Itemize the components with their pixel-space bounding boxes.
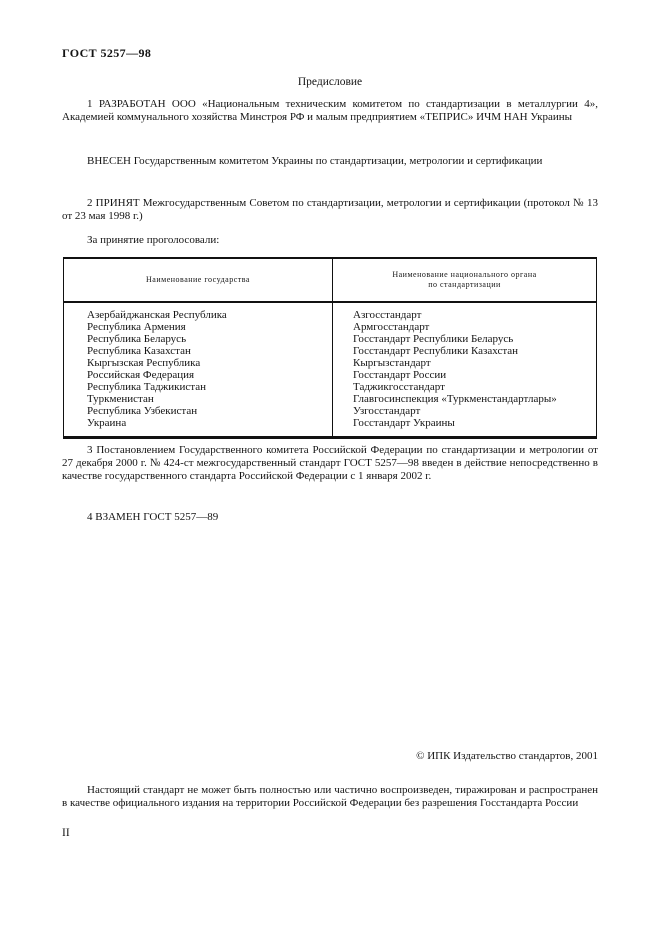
page-number: II: [62, 827, 70, 839]
page-title: Предисловие: [297, 76, 363, 88]
vote-table: [63, 257, 597, 439]
clause-4-replaces: 4 ВЗАМЕН ГОСТ 5257—89: [87, 511, 219, 523]
state-cell: Туркменистан: [64, 393, 333, 405]
org-cell: Кыргызстандарт: [353, 357, 431, 369]
vote-table-header-org-line2: по стандартизации: [428, 280, 501, 289]
vote-table-header-state: [64, 258, 333, 302]
table-row: [64, 302, 597, 321]
table-row: [64, 381, 597, 393]
table-row: [64, 369, 597, 381]
state-cell: Республика Армения: [64, 321, 333, 333]
vote-intro: За принятие проголосовали:: [87, 234, 220, 246]
org-cell: Госстандарт Украины: [353, 417, 455, 429]
org-cell: Госстандарт Республики Казахстан: [353, 345, 519, 357]
org-cell: Таджикгосстандарт: [353, 381, 445, 393]
state-cell: Республика Узбекистан: [64, 405, 333, 417]
state-cell: Кыргызская Республика: [64, 357, 333, 369]
vote-table-header-row: [64, 258, 597, 302]
state-cell: Республика Беларусь: [64, 333, 333, 345]
clause-3-enacted: 3 Постановлением Государственного комитета Российской Федерации по стандартизации и метрологии от 27 декабря 2000 г. № 424-ст межгосударственный стандарт ГОСТ 5257—98 введен в действие непосредственно в качестве государственного стандарта Российской Федерации с 1 января 2002 г.: [62, 444, 598, 482]
clause-submitted: ВНЕСЕН Государственным комитетом Украины по стандартизации, метрологии и сертификации: [87, 155, 543, 167]
state-cell: Азербайджанская Республика: [64, 302, 333, 321]
clause-1-developed: 1 РАЗРАБОТАН ООО «Национальным техническим комитетом по стандартизации в металлургии 4», Академией коммунального хозяйства Минстроя РФ и малым предприятием «ТЕПРИС» ИЧМ НАН Украины: [62, 98, 598, 123]
state-cell: Республика Таджикистан: [64, 381, 333, 393]
org-cell: Госстандарт Республики Беларусь: [353, 333, 514, 345]
table-row: [64, 357, 597, 369]
clause-2-adopted: 2 ПРИНЯТ Межгосударственным Советом по стандартизации, метрологии и сертификации (протокол № 13 от 23 мая 1998 г.): [62, 197, 598, 222]
table-row: [64, 321, 597, 333]
table-row: [64, 405, 597, 417]
vote-table-header-state-label: Наименование государства: [146, 275, 250, 284]
org-cell: Узгосстандарт: [353, 405, 421, 417]
org-cell: Армгосстандарт: [353, 321, 430, 333]
copyright-notice: © ИПК Издательство стандартов, 2001: [416, 750, 598, 762]
table-row: [64, 333, 597, 345]
org-cell: Азгосстандарт: [353, 309, 422, 321]
table-row: [64, 417, 597, 438]
standard-code: ГОСТ 5257—98: [62, 46, 152, 60]
vote-table-header-org: [333, 258, 597, 302]
org-cell: Госстандарт России: [353, 369, 447, 381]
state-cell: Российская Федерация: [64, 369, 333, 381]
table-row: [64, 345, 597, 357]
table-row: [64, 393, 597, 405]
vote-table-header-org-line1: Наименование национального органа: [392, 270, 537, 279]
state-cell: Украина: [64, 417, 333, 438]
org-cell: Главгосинспекция «Туркменстандартлары»: [353, 393, 557, 405]
reproduction-restriction: Настоящий стандарт не может быть полностью или частично воспроизведен, тиражирован и распространен в качестве официального издания на территории Российской Федерации без разрешения Госстандарта России: [62, 784, 598, 809]
state-cell: Республика Казахстан: [64, 345, 333, 357]
